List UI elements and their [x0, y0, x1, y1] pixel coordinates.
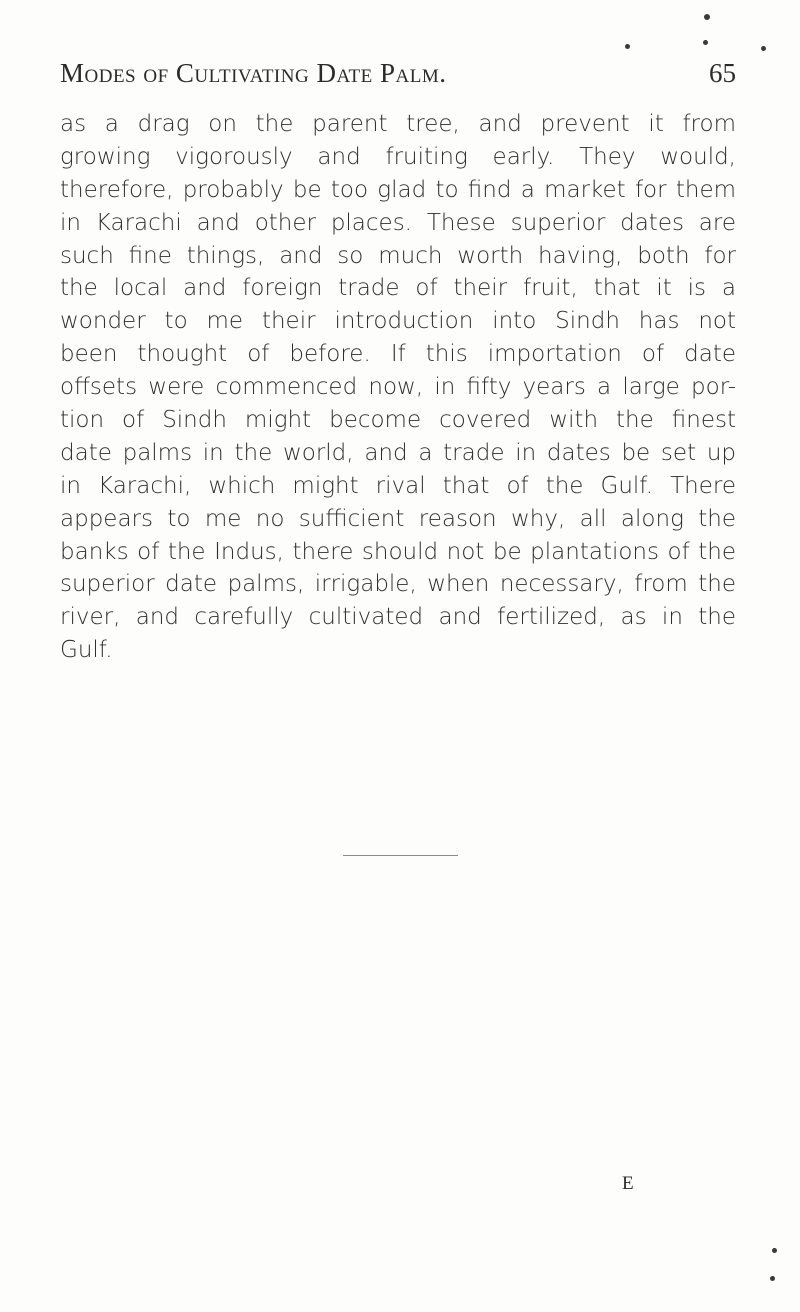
text-line: wonder to me their introduction into Sindh has not — [60, 308, 736, 335]
text-line: in Karachi, which might rival that of the Gulf. There — [60, 472, 736, 499]
text-line: river, and carefully cultivated and fertilized, as in the — [60, 604, 736, 631]
body-paragraph — [60, 108, 736, 667]
ink-speck — [625, 44, 630, 49]
ink-speck — [704, 14, 710, 20]
running-title: Modes of Cultivating Date Palm. — [60, 58, 447, 88]
text-line: been thought of before. If this importation of date — [60, 341, 736, 368]
signature-mark: E — [622, 1173, 634, 1194]
page-number: 65 — [709, 58, 736, 88]
text-line: the local and foreign trade of their fruit, that it is a — [60, 275, 736, 302]
ink-speck — [703, 40, 708, 45]
text-line: appears to me no sufficient reason why, all along the — [60, 505, 736, 532]
section-end-rule — [343, 855, 458, 856]
ink-speck — [770, 1276, 775, 1281]
text-line: date palms in the world, and a trade in dates be set up — [60, 439, 736, 466]
text-line: offsets were commenced now, in fifty years a large por- — [60, 374, 736, 401]
text-line: superior date palms, irrigable, when necessary, from the — [60, 571, 736, 598]
text-line: banks of the Indus, there should not be plantations of the — [60, 538, 736, 565]
text-line: as a drag on the parent tree, and prevent it from — [60, 111, 736, 137]
text-line: in Karachi and other places. These superior dates are — [60, 209, 736, 236]
text-line: growing vigorously and fruiting early. They would, — [60, 143, 736, 170]
running-head — [60, 58, 736, 98]
ink-speck — [761, 46, 766, 51]
text-line: tion of Sindh might become covered with the finest — [60, 407, 736, 434]
text-line: therefore, probably be too glad to find a market for them — [60, 176, 736, 203]
text-line-last: Gulf. — [60, 637, 113, 664]
ink-speck — [772, 1248, 777, 1253]
text-line: such fine things, and so much worth having, both for — [60, 242, 736, 269]
